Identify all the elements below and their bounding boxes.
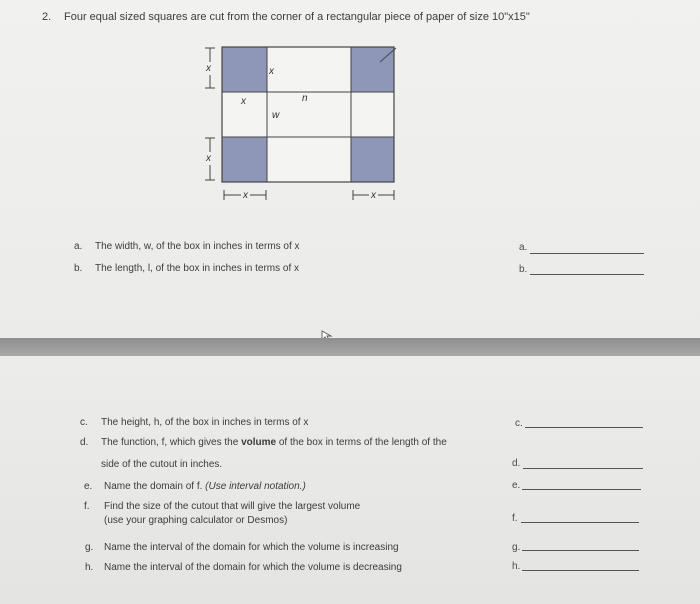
corner-square-top-left [222, 47, 267, 92]
label-x-top-flap: x [269, 66, 274, 77]
corner-square-bottom-right [351, 137, 394, 182]
question-g-letter: g. [85, 542, 94, 553]
label-n: n [302, 93, 308, 104]
answer-h-label: h. [512, 561, 521, 572]
answer-g-label: g. [512, 542, 521, 553]
question-d-text-line2: side of the cutout in inches. [101, 459, 223, 470]
answer-b-label: b. [519, 264, 528, 275]
question-d-text-after: of the box in terms of the length of the [276, 437, 447, 448]
question-d-text [101, 437, 447, 448]
problem-number: 2. [42, 11, 52, 23]
corner-square-top-right [351, 47, 394, 92]
question-b-letter: b. [74, 263, 83, 274]
question-c-letter: c. [80, 417, 88, 428]
question-a-letter: a. [74, 241, 83, 252]
label-w: w [272, 110, 280, 121]
answer-a-blank[interactable] [530, 253, 644, 254]
diagram-drawing [190, 40, 420, 210]
box-base-region [267, 92, 351, 137]
answer-f-blank[interactable] [521, 522, 639, 523]
answer-e-label: e. [512, 480, 521, 491]
worksheet-bottom-page [0, 356, 700, 604]
question-e-text [104, 481, 306, 492]
answer-d-label: d. [512, 458, 521, 469]
question-h-text: Name the interval of the domain for which the volume is decreasing [104, 562, 402, 573]
question-e-text-main: Name the domain of f. [104, 481, 206, 492]
answer-h-blank[interactable] [522, 570, 639, 571]
answer-c-blank[interactable] [525, 427, 643, 428]
answer-g-blank[interactable] [522, 550, 639, 551]
answer-e-blank[interactable] [522, 489, 641, 490]
question-h-letter: h. [85, 562, 94, 573]
question-f-text: Find the size of the cutout that will give the largest volume [104, 501, 361, 512]
flap-bottom [267, 137, 351, 182]
question-g-text: Name the interval of the domain for which the volume is increasing [104, 542, 399, 553]
answer-c-label: c. [515, 418, 523, 429]
question-f-text-line2: (use your graphing calculator or Desmos) [104, 515, 288, 526]
corner-square-bottom-left [222, 137, 267, 182]
paper-cutout-diagram [190, 40, 420, 210]
answer-a-label: a. [519, 242, 528, 253]
answer-b-blank[interactable] [530, 274, 644, 275]
question-d-letter: d. [80, 437, 89, 448]
question-a-text: The width, w, of the box in inches in terms of x [95, 241, 300, 252]
dim-label-left-bottom: x [206, 153, 211, 164]
question-d-text-bold: volume [241, 437, 277, 448]
dim-label-left-top: x [206, 63, 211, 74]
dim-label-bottom-right: x [371, 190, 376, 201]
flap-right [351, 92, 394, 137]
question-e-letter: e. [84, 481, 93, 492]
question-f-letter: f. [84, 501, 90, 512]
label-x-left-flap: x [241, 96, 246, 107]
answer-f-label: f. [512, 513, 518, 524]
question-b-text: The length, l, of the box in inches in terms of x [95, 263, 299, 274]
question-c-text: The height, h, of the box in inches in terms of x [101, 417, 309, 428]
answer-d-blank[interactable] [523, 468, 643, 469]
page-divider [0, 338, 700, 356]
question-d-text-before: The function, f, which gives the [101, 437, 242, 448]
problem-statement: Four equal sized squares are cut from the corner of a rectangular piece of paper of size 10"x15" [64, 11, 530, 23]
dim-label-bottom-left: x [243, 190, 248, 201]
flap-top [267, 47, 351, 92]
question-e-text-italic: (Use interval notation.) [205, 481, 306, 492]
